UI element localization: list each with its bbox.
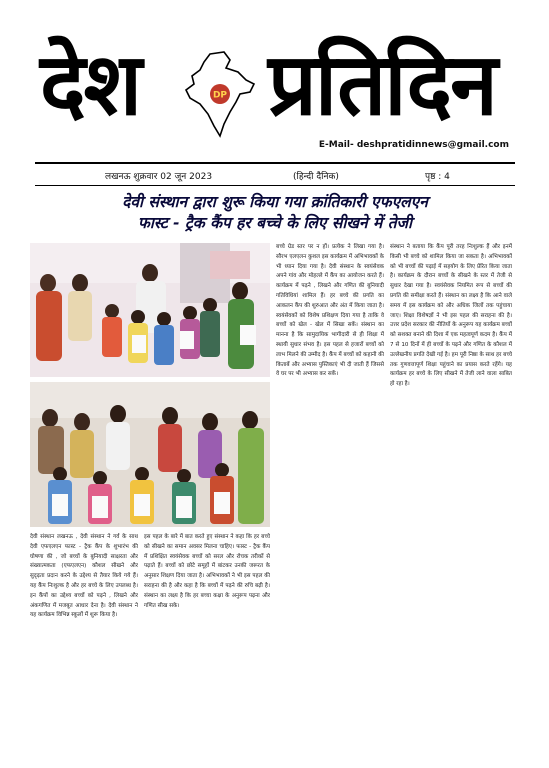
photo-children-with-teachers-icon [30, 243, 270, 377]
article-text: देवी संस्थान लखनऊ , देवी संस्थान ने गर्व के साथ देवी एफएलएन फास्ट - ट्रैक कैंप के शुभारंभ की घोषणा की , जो बच्चों के बुनियादी साक्षरता और संख्यात्मकता (एफएलएन) कौशल सीखने और सुदृढ़ता प्रदान करने के उद्देश्य से तैयार किये गये हैं। यह कैंप निःशुल्क है और हर बच्चे के लिए उपलब्ध है। इन कैंपों का उद्देश्य बच्चों को पढ़ने , लिखने और अंकगणित में मजबूत आधार देना है। देवी संस्थान ने यह कार्यक्रम विभिन्न स्कूलों में शुरू किया है। [30, 534, 138, 619]
headline-line-2: फास्ट - ट्रैक कैंप हर बच्चे के लिए सीखने में तेजी [137, 214, 413, 232]
email-address: E-Mail- deshpratidinnews@gmail.com [318, 140, 509, 150]
edition-label: (हिन्दी दैनिक) [293, 172, 339, 182]
logo-monogram: DP [212, 90, 228, 101]
article-text: संस्थान ने बताया कि कैंप पूरी तरह निःशुल्क हैं और इनमें किसी भी बच्चे को शामिल किया जा सकता है। अभिभावकों को भी बच्चों की पढ़ाई में सहयोग के लिए प्रेरित किया जाता है। कार्यक्रम के दौरान बच्चों के सीखने के स्तर में तेजी से सुधार देखा गया है। स्वयंसेवक नियमित रूप से बच्चों की प्रगति की समीक्षा करते हैं। संस्थान का लक्ष्य है कि आने वाले समय में इस कार्यक्रम को और अधिक जिलों तक पहुंचाया जाए। शिक्षा विशेषज्ञों ने भी इस पहल की सराहना की है। उत्तर प्रदेश सरकार की नीतियों के अनुरूप यह कार्यक्रम बच्चों को सशक्त बनाने की दिशा में एक महत्वपूर्ण कदम है। कैंप में 7 से 10 दिनों में ही बच्चों के पढ़ने और गणित के कौशल में उल्लेखनीय प्रगति देखी गई है। हम पूरी निष्ठा के साथ हर बच्चे तक गुणवत्तापूर्ण शिक्षा पहुंचाने का प्रयास करते रहेंगे। यह कार्यक्रम हर बच्चे के लिए सीखने में तेजी लाने वाला साबित हो रहा है। [390, 244, 512, 388]
headline [35, 192, 515, 234]
article-column-right-1 [276, 243, 384, 763]
masthead [40, 30, 510, 140]
article-column-right-2 [390, 243, 512, 763]
divider-top [35, 162, 515, 164]
masthead-title-right: प्रतिदिन [268, 35, 496, 135]
headline-line-1: देवी संस्थान द्वारा शुरू किया गया क्रांतिकारी एफएलएन [122, 193, 428, 211]
news-photo-2 [30, 382, 270, 527]
article-column-bottom-2 [144, 533, 270, 763]
india-map-logo-icon [180, 50, 260, 140]
divider-bottom [35, 185, 515, 186]
masthead-title-left: देश [40, 35, 141, 135]
page-number: पृष्ठ : 4 [425, 172, 450, 182]
article-text: इस पहल के बारे में बात करते हुए संस्थान ने कहा कि हर बच्चे को सीखने का समान अवसर मिलना चाहिए। फास्ट - ट्रैक कैंप में प्रशिक्षित स्वयंसेवक बच्चों को सरल और रोचक तरीकों से पढ़ाते हैं। बच्चों को छोटे समूहों में बांटकर उनकी जरूरत के अनुसार शिक्षण दिया जाता है। अभिभावकों ने भी इस पहल की सराहना की है और कहा है कि बच्चों में पढ़ने की रुचि बढ़ी है। संस्थान का लक्ष्य है कि हर बच्चा कक्षा के अनुरूप पढ़ना और गणित सीख सके। [144, 534, 270, 609]
photo-children-holding-booklets-icon [30, 382, 270, 527]
article-text: बच्चे ग्रेड स्तर पर न हों। प्रत्येक ने लिखा गया है। सौरभ एलएलन कुशल इस कार्यक्रम में अभिभावकों के भी ध्यान दिया गया है। देवी संस्थान के स्वयंसेवक अपने गांव और मोहल्ले में कैंप का आयोजन करते हैं। कार्यक्रम में पढ़ने , लिखने और गणित की बुनियादी गतिविधियां शामिल हैं। हर बच्चे की प्रगति का आकलन कैंप की शुरुआत और अंत में किया जाता है। स्वयंसेवकों को विशेष प्रशिक्षण दिया गया है ताकि वे बच्चों को खेल - खेल में सिखा सकें। संस्थान का मानना है कि सामुदायिक भागीदारी से ही शिक्षा में स्थायी सुधार संभव है। इस पहल से हजारों बच्चों को लाभ मिलने की उम्मीद है। कैंप में बच्चों को कहानी की किताबें और अभ्यास पुस्तिकाएं भी दी जाती हैं जिससे वे घर पर भी अभ्यास कर सकें। [276, 244, 384, 378]
article-column-bottom-1 [30, 533, 138, 763]
city-date: लखनऊ शुक्रवार 02 जून 2023 [105, 172, 213, 182]
dateline [35, 166, 515, 184]
news-photo-1 [30, 243, 270, 377]
